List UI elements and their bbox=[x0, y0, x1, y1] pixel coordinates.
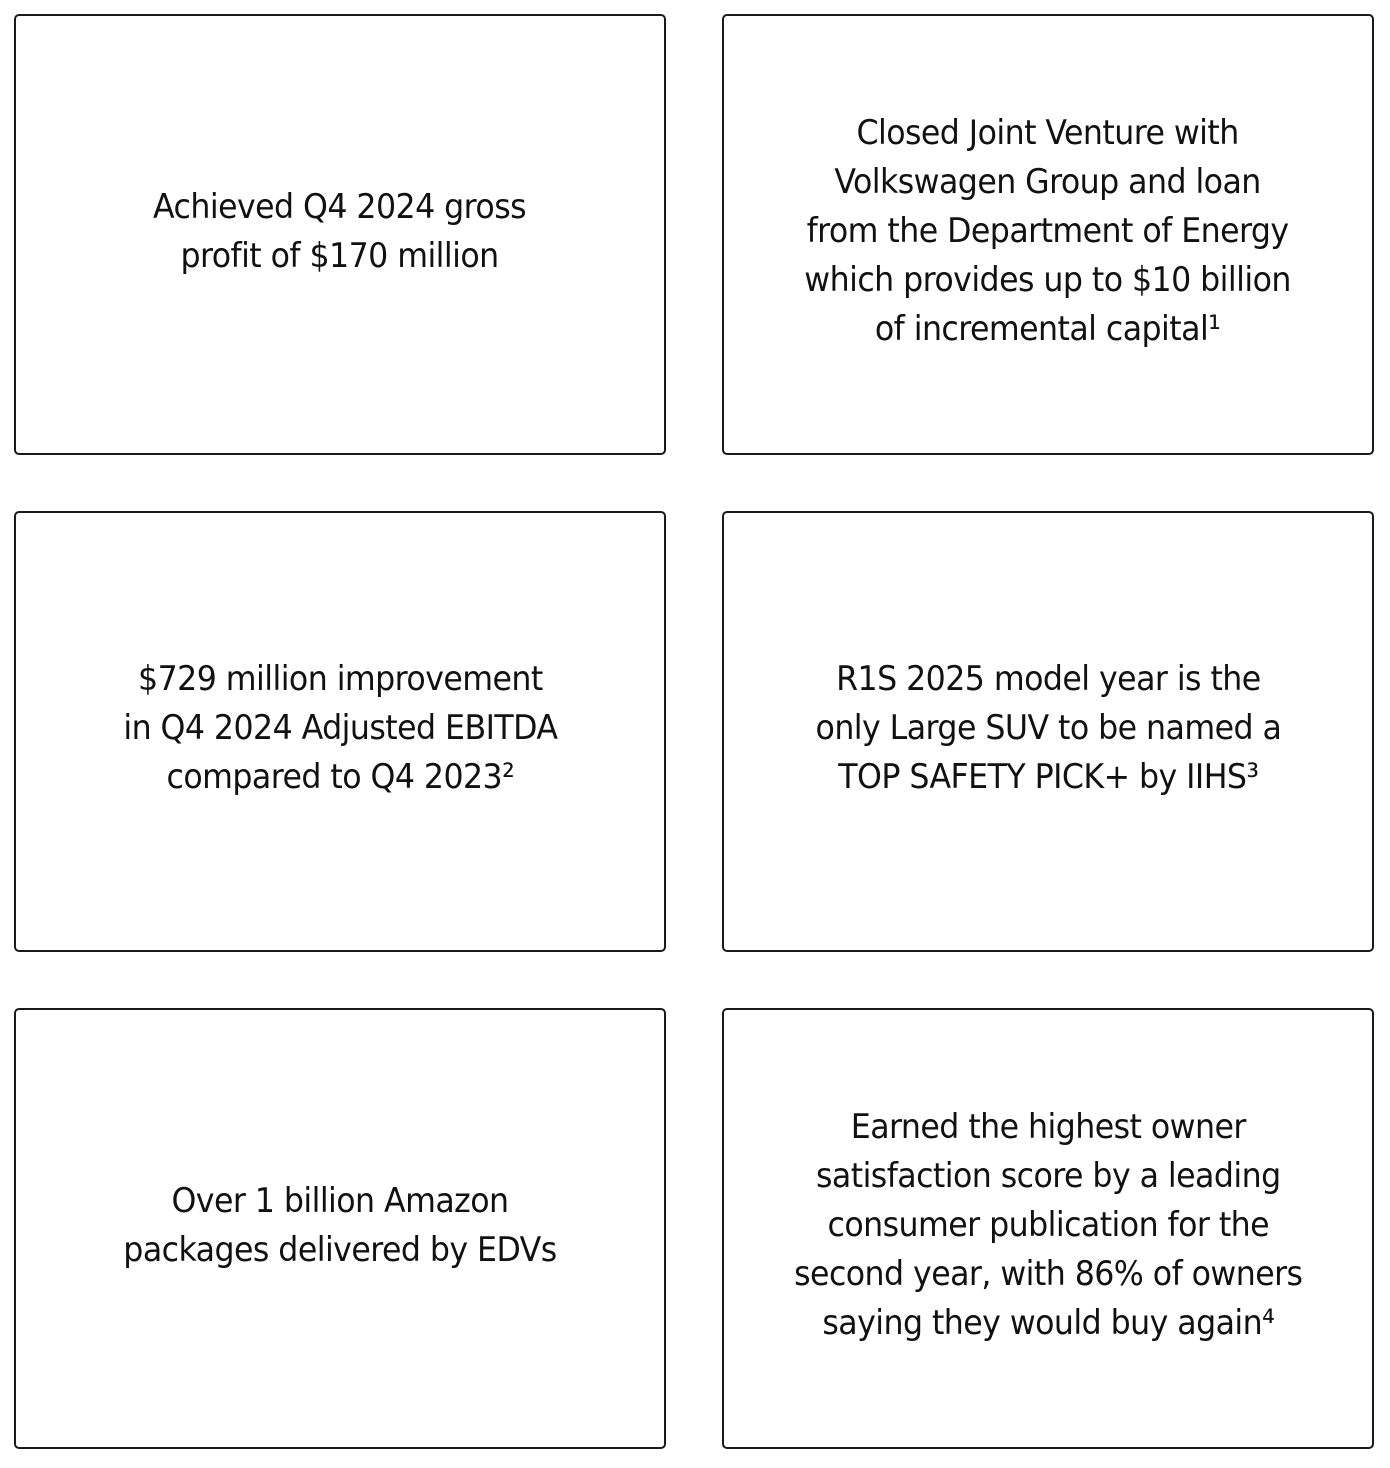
highlight-text: Closed Joint Venture with Volkswagen Group and loan from the Department of Energy which provides up to $10 billion of incremental capital¹ bbox=[804, 113, 1292, 349]
highlight-text: Achieved Q4 2024 gross profit of $170 million bbox=[153, 186, 527, 276]
highlight-card-joint-venture bbox=[722, 14, 1374, 455]
highlight-text: Over 1 billion Amazon packages delivered by EDVs bbox=[123, 1180, 557, 1270]
highlight-text: R1S 2025 model year is the only Large SUV to be named a TOP SAFETY PICK+ by IIHS³ bbox=[815, 659, 1281, 797]
highlight-card-gross-profit bbox=[14, 14, 666, 455]
highlight-text: Earned the highest owner satisfaction score by a leading consumer publication for the second year, with 86% of owners saying they would buy again⁴ bbox=[793, 1107, 1303, 1343]
highlight-card-adjusted-ebitda bbox=[14, 511, 666, 952]
highlight-card-safety-pick bbox=[722, 511, 1374, 952]
highlight-text: $729 million improvement in Q4 2024 Adjusted EBITDA compared to Q4 2023² bbox=[122, 659, 558, 797]
highlight-card-amazon-packages bbox=[14, 1008, 666, 1449]
highlight-card-owner-satisfaction bbox=[722, 1008, 1374, 1449]
